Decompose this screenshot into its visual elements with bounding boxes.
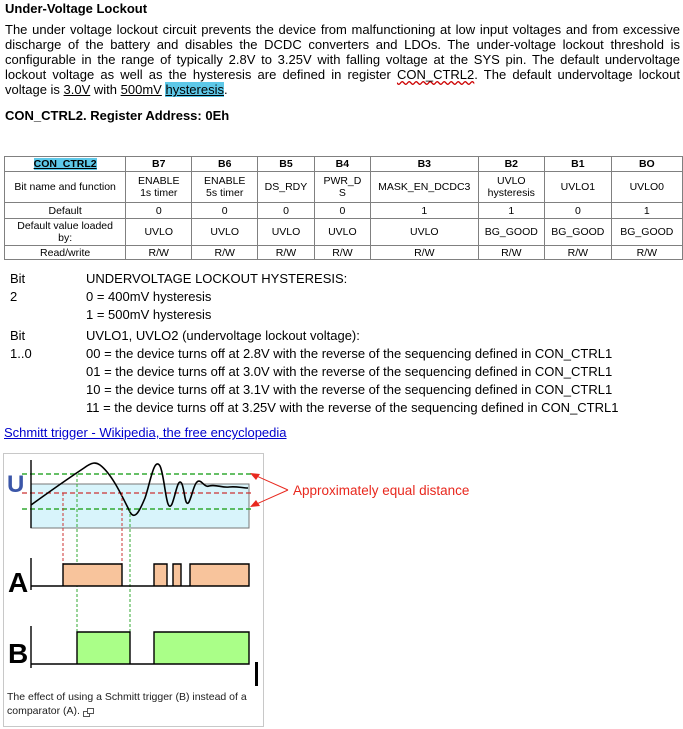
annotation-arrows [248, 470, 292, 512]
table-cell: UVLO [126, 219, 192, 246]
table-cell: DS_RDY [258, 172, 315, 203]
table-cell: ENABLE 1s timer [126, 172, 192, 203]
table-cell: MASK_EN_DCDC3 [371, 172, 478, 203]
hysteresis-highlight: hysteresis [165, 82, 224, 97]
enlarge-icon[interactable] [83, 707, 94, 716]
register-reference: CON_CTRL2 [396, 67, 475, 82]
table-cell: BG_GOOD [611, 219, 682, 246]
table-cell: UVLO [371, 219, 478, 246]
bit-line: 00 = the device turns off at 2.8V with the reverse of the sequencing defined in CON_CTRL1 [86, 346, 613, 361]
table-cell: ENABLE 5s timer [192, 172, 258, 203]
section-heading: Under-Voltage Lockout [5, 1, 148, 16]
table-cell: 0 [258, 203, 315, 219]
table-cell: R/W [611, 246, 682, 260]
table-cell: UVLO hysteresis [478, 172, 545, 203]
wikipedia-link[interactable]: Schmitt trigger - Wikipedia, the free encyclopedia [4, 425, 287, 440]
table-cell: R/W [192, 246, 258, 260]
table-cell: BG_GOOD [545, 219, 612, 246]
bit-line: 11 = the device turns off at 3.25V with the reverse of the sequencing defined in CON_CTRL1 [86, 400, 619, 415]
paragraph-text: . The default undervoltage lockout voltage is [5, 67, 680, 97]
table-cell: 0 [314, 203, 370, 219]
table-cell: 1 [611, 203, 682, 219]
table-row-label: Read/write [5, 246, 126, 260]
bit-label: Bit 2 [10, 271, 26, 304]
bit-line: 01 = the device turns off at 3.0V with the reverse of the sequencing defined in CON_CTRL1 [86, 364, 613, 379]
table-row [5, 219, 683, 246]
table-cell: R/W [314, 246, 370, 260]
bit-line: 1 = 500mV hysteresis [86, 307, 212, 322]
table-cell: 1 [371, 203, 478, 219]
register-table [4, 156, 683, 260]
table-header-cell: B6 [192, 157, 258, 172]
table-cell: 0 [192, 203, 258, 219]
bit-line: UNDERVOLTAGE LOCKOUT HYSTERESIS: [86, 271, 348, 286]
table-header-row [5, 157, 683, 172]
hysteresis-band [31, 484, 249, 528]
table-row-label: Bit name and function [5, 172, 126, 203]
table-row-label: Default [5, 203, 126, 219]
table-row [5, 246, 683, 260]
schmitt-trigger-diagram [4, 456, 260, 688]
table-cell: 0 [545, 203, 612, 219]
b-label: B [8, 638, 29, 669]
bit-line: 0 = 400mV hysteresis [86, 289, 212, 304]
table-cell: R/W [478, 246, 545, 260]
table-header-cell: B4 [314, 157, 370, 172]
paragraph-text: with [90, 82, 121, 97]
table-cell: UVLO [314, 219, 370, 246]
bit-line: UVLO1, UVLO2 (undervoltage lockout voltage): [86, 328, 360, 343]
register-name-highlight: CON_CTRL2 [33, 158, 97, 170]
comparator-output [31, 564, 249, 586]
table-cell: UVLO0 [611, 172, 682, 203]
table-cell: UVLO [192, 219, 258, 246]
paragraph-text: The under voltage lockout circuit prevents the device from malfunctioning at low input voltages and from excessive discharge of the battery and disables the DCDC converters and LDOs. The under-voltage lockout threshold is configurable in the range of typically 2.8V to 3.25V with falling voltage at the SYS pin. The default undervoltage lockout voltage as well as the hysteresis are defined in register [5, 22, 680, 82]
table-row [5, 172, 683, 203]
bit-label: Bit 1..0 [10, 328, 32, 361]
default-hysteresis-value: 500mV [120, 82, 162, 97]
table-header-cell: B1 [545, 157, 612, 172]
table-header-cell: B5 [258, 157, 315, 172]
a-label: A [8, 567, 29, 598]
scroll-marker [255, 662, 258, 686]
table-cell: UVLO1 [545, 172, 612, 203]
register-title: CON_CTRL2. Register Address: 0Eh [5, 108, 230, 123]
table-cell: R/W [258, 246, 315, 260]
table-cell: R/W [126, 246, 192, 260]
table-cell: R/W [545, 246, 612, 260]
table-cell: PWR_D S [314, 172, 370, 203]
table-header-cell: B2 [478, 157, 545, 172]
table-cell: R/W [371, 246, 478, 260]
table-cell: BG_GOOD [478, 219, 545, 246]
table-header-cell: B3 [371, 157, 478, 172]
table-header-cell: B7 [126, 157, 192, 172]
table-header-cell: BO [611, 157, 682, 172]
default-voltage: 3.0V [63, 82, 91, 97]
table-cell: 0 [126, 203, 192, 219]
table-row-label: Default value loaded by: [5, 219, 126, 246]
table-cell: 1 [478, 203, 545, 219]
table-row [5, 203, 683, 219]
u-label: U [7, 471, 25, 498]
figure-caption: The effect of using a Schmitt trigger (B) instead of a comparator (A). [7, 691, 247, 717]
table-header-cell [5, 157, 126, 172]
schmitt-output [31, 632, 249, 664]
table-cell: UVLO [258, 219, 315, 246]
annotation-text: Approximately equal distance [293, 483, 470, 498]
bit-line: 10 = the device turns off at 3.1V with the reverse of the sequencing defined in CON_CTRL1 [86, 382, 613, 397]
description-paragraph: The under voltage lockout circuit prevents the device from malfunctioning at low input voltages and from excessive discharge of the battery and disables the DCDC converters and LDOs. The under-voltage lockout threshold is configurable in the range of typically 2.8V to 3.25V with falling voltage at the SYS pin. The default undervoltage lockout voltage as well as the hysteresis are defined in register CON_CTRL2. The default undervoltage lockout voltage is 3.0V with 500mV hysteresis. [5, 22, 680, 97]
